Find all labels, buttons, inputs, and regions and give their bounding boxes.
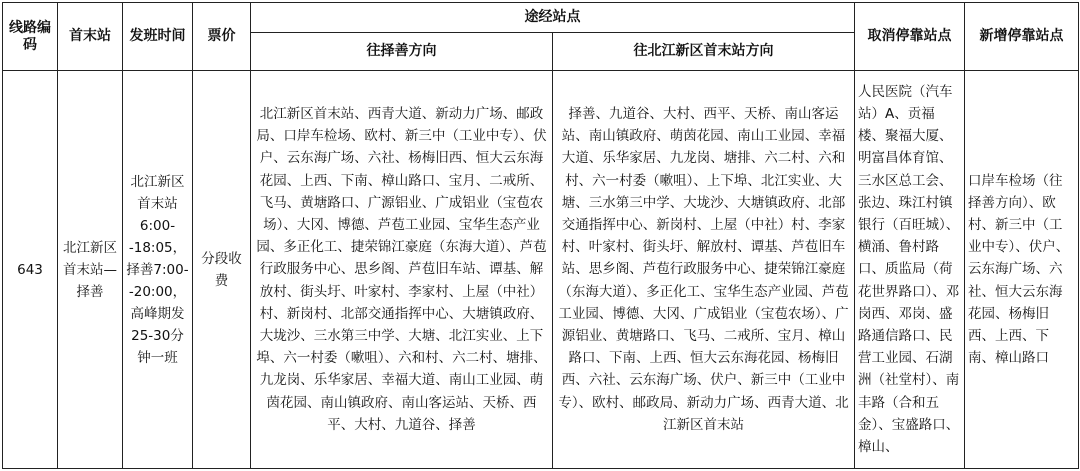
departure-time-cell: 北江新区首末站6:00--18:05，择善7:00--20:00，高峰期发25-30分钟一班	[123, 71, 193, 469]
header-direction-zeshan: 往择善方向	[251, 33, 553, 71]
header-terminals: 首末站	[58, 3, 123, 71]
cancelled-stops-cell: 人民医院（汽车站）A、贡福楼、聚福大厦、明富昌体育馆、三水区总工会、张边、珠江村镇银行（百旺城）、横涌、鲁村路口、质监局（荷花世界路口）、邓岗西、邓岗、盛路通信路口、民营工业园、石湖洲（社堂村）、南丰路（合和五金）、宝盛路口、樟山、	[855, 71, 965, 469]
header-via-stops: 途经站点	[251, 3, 855, 33]
header-departure-time: 发班时间	[123, 3, 193, 71]
terminals-cell: 北江新区首末站—择善	[58, 71, 123, 469]
stops-to-beijiang-cell: 择善、九道谷、大村、西平、天桥、南山客运站、南山镇政府、萌茵花园、南山工业园、幸福大道、乐华家居、九龙岗、塘排、六二村、六和村、六一村委（嗽咀）、上下埠、北江实业、大塘、三水第三中学、大垅沙、大塘镇政府、北部交通指挥中心、新岗村、上屋（中社）村、李家村、叶家村、街头圩、解放村、谭基、芦苞旧车站、思乡阁、芦苞行政服务中心、捷荣锦江豪庭（东海大道）、多正化工、宝华生态产业园、芦苞工业园、博德、大冈、广成铝业（宝苞农场）、广源铝业、黄塘路口、飞马、二戒所、宝月、樟山路口、下南、上西、恒大云东海花园、杨梅旧西、六社、云东海广场、伏户、新三中（工业中专）、欧村、邮政局、新动力广场、西青大道、北江新区首末站	[553, 71, 855, 469]
added-stops-cell: 口岸车检场（往择善方向）、欧村、新三中（工业中专）、伏户、云东海广场、六社、恒大云东海花园、杨梅旧西、上西、下南、樟山路口	[965, 71, 1079, 469]
header-cancelled-stops: 取消停靠站点	[855, 3, 965, 71]
header-fare: 票价	[193, 3, 251, 71]
stops-to-zeshan-cell: 北江新区首末站、西青大道、新动力广场、邮政局、口岸车检场、欧村、新三中（工业中专）、伏户、云东海广场、六社、杨梅旧西、恒大云东海花园、上西、下南、樟山路口、宝月、二戒所、飞马、黄塘路口、广源铝业、广成铝业（宝苞农场）、大冈、博德、芦苞工业园、宝华生态产业园、多正化工、捷荣锦江豪庭（东海大道）、芦苞行政服务中心、思乡阁、芦苞旧车站、谭基、解放村、街头圩、叶家村、李家村、上屋（中社）村、新岗村、北部交通指挥中心、大塘镇政府、大垅沙、三水第三中学、大塘、北江实业、上下埠、六一村委（嗽咀）、六和村、六二村、塘排、九龙岗、乐华家居、幸福大道、南山工业园、萌茵花园、南山镇政府、南山客运站、天桥、西平、大村、九道谷、择善	[251, 71, 553, 469]
header-added-stops: 新增停靠站点	[965, 3, 1079, 71]
fare-cell: 分段收费	[193, 71, 251, 469]
route-number-cell: 643	[3, 71, 58, 469]
table-row	[3, 71, 1079, 469]
header-route-number: 线路编码	[3, 3, 58, 71]
bus-route-table	[2, 2, 1079, 469]
header-direction-beijiang: 往北江新区首末站方向	[553, 33, 855, 71]
